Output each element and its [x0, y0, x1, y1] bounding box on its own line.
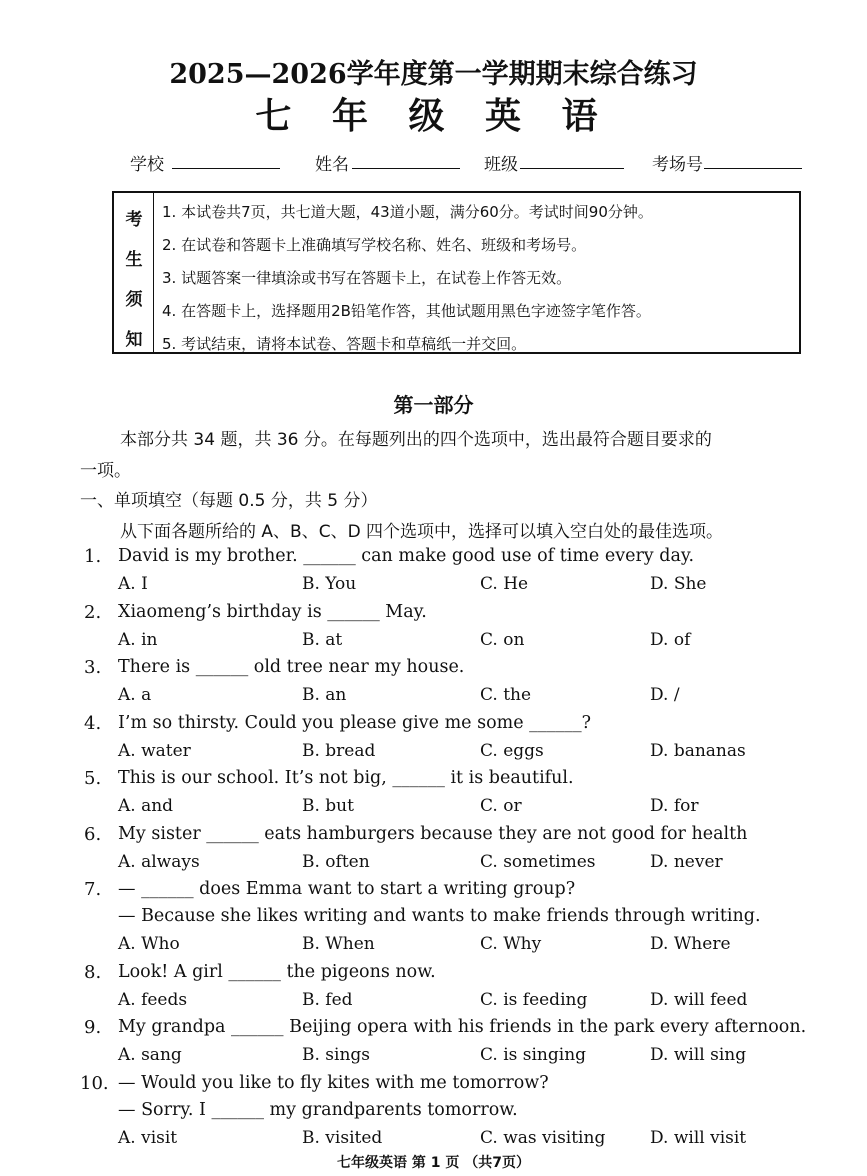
question-text: — ______ does Emma want to start a writing group?: [118, 879, 576, 899]
question-text: — Would you like to fly kites with me tomorrow?: [118, 1072, 549, 1093]
notice-box: [112, 191, 801, 354]
question-text: — Sorry. I ______ my grandparents tomorrow.: [118, 1099, 518, 1120]
option-a[interactable]: A. and: [118, 796, 174, 816]
side-char: 须: [125, 290, 143, 310]
school-label: 学校: [130, 155, 164, 175]
option-a[interactable]: A. in: [118, 629, 158, 650]
option-a[interactable]: A. water: [118, 740, 191, 761]
question-number: 7.: [84, 879, 102, 900]
notice-item: 5. 考试结束，请将本试卷、答题卡和草稿纸一并交回。: [162, 335, 527, 353]
name-label: 姓名: [315, 155, 349, 175]
option-b[interactable]: B. sings: [302, 1045, 371, 1065]
school-field[interactable]: [172, 168, 280, 169]
option-c[interactable]: C. He: [480, 574, 529, 594]
option-d[interactable]: D. Where: [650, 934, 731, 954]
exam-title: 2025—2026学年度第一学期期末综合练习: [169, 59, 698, 90]
option-d[interactable]: D. /: [650, 685, 680, 705]
option-b[interactable]: B. at: [302, 629, 343, 650]
option-a[interactable]: A. always: [118, 851, 200, 872]
option-d[interactable]: D. will feed: [650, 989, 748, 1010]
question-text: I’m so thirsty. Could you please give me some ______?: [118, 712, 592, 733]
option-c[interactable]: C. the: [480, 685, 532, 705]
exam-subject: 七 年 级 英 语: [255, 95, 612, 137]
question-text: My grandpa ______ Beijing opera with his friends in the park every afternoon.: [118, 1017, 807, 1037]
option-c[interactable]: C. is singing: [480, 1045, 587, 1065]
option-c[interactable]: C. sometimes: [480, 851, 596, 872]
option-a[interactable]: A. a: [118, 685, 152, 705]
side-char: 生: [125, 250, 143, 270]
part-title: 第一部分: [393, 393, 474, 417]
option-a[interactable]: A. visit: [118, 1127, 178, 1148]
option-a[interactable]: A. I: [118, 574, 148, 594]
option-d[interactable]: D. for: [650, 796, 699, 816]
option-b[interactable]: B. You: [302, 574, 357, 594]
exam-room-field[interactable]: [704, 168, 802, 169]
side-char: 知: [125, 330, 143, 350]
question-text: This is our school. It’s not big, ______ it is beautiful.: [118, 768, 574, 788]
option-c[interactable]: C. is feeding: [480, 989, 588, 1010]
question-number: 2.: [84, 601, 102, 623]
question-number: 5.: [84, 768, 102, 789]
notice-item: 2. 在试卷和答题卡上准确填写学校名称、姓名、班级和考场号。: [162, 236, 587, 254]
question-text: David is my brother. ______ can make good use of time every day.: [118, 546, 695, 566]
option-b[interactable]: B. often: [302, 851, 370, 872]
section-instruction: 从下面各题所给的 A、B、C、D 四个选项中，选择可以填入空白处的最佳选项。: [120, 522, 724, 542]
name-field[interactable]: [352, 168, 460, 169]
option-d[interactable]: D. bananas: [650, 740, 746, 761]
question-text: There is ______ old tree near my house.: [118, 657, 465, 677]
section-title: 一、单项填空（每题 0.5 分，共 5 分）: [80, 491, 378, 511]
option-b[interactable]: B. fed: [302, 989, 353, 1010]
question-number: 1.: [84, 546, 102, 567]
question-number: 3.: [84, 657, 102, 678]
class-label: 班级: [484, 155, 518, 175]
question-number: 8.: [84, 961, 102, 983]
option-c[interactable]: C. eggs: [480, 740, 544, 761]
option-b[interactable]: B. bread: [302, 740, 376, 761]
part-intro: 本部分共 34 题，共 36 分。在每题列出的四个选项中，选出最符合题目要求的: [120, 430, 712, 450]
option-b[interactable]: B. but: [302, 796, 354, 816]
question-number: 10.: [80, 1072, 109, 1094]
exam-room-label: 考场号: [652, 155, 703, 175]
question-number: 9.: [84, 1017, 102, 1038]
option-d[interactable]: D. never: [650, 851, 723, 872]
option-a[interactable]: A. feeds: [118, 989, 188, 1010]
notice-side-label: [114, 193, 154, 352]
notice-item: 3. 试题答案一律填涂或书写在答题卡上，在试卷上作答无效。: [162, 269, 572, 287]
option-c[interactable]: C. or: [480, 796, 522, 816]
part-intro-cont: 一项。: [80, 461, 131, 481]
option-c[interactable]: C. on: [480, 629, 525, 650]
option-d[interactable]: D. of: [650, 629, 691, 650]
option-d[interactable]: D. will sing: [650, 1045, 747, 1065]
question-text: Xiaomeng’s birthday is ______ May.: [118, 601, 427, 622]
option-b[interactable]: B. an: [302, 685, 347, 705]
option-b[interactable]: B. When: [302, 934, 375, 954]
option-d[interactable]: D. will visit: [650, 1127, 747, 1148]
notice-item: 1. 本试卷共7页，共七道大题，43道小题，满分60分。考试时间90分钟。: [162, 203, 653, 221]
option-c[interactable]: C. Why: [480, 934, 542, 954]
notice-item: 4. 在答题卡上，选择题用2B铅笔作答，其他试题用黑色字迹签字笔作答。: [162, 302, 651, 320]
side-char: 考: [125, 210, 143, 230]
question-text: My sister ______ eats hamburgers because they are not good for health: [118, 823, 748, 844]
class-field[interactable]: [520, 168, 624, 169]
question-number: 4.: [84, 712, 102, 734]
option-d[interactable]: D. She: [650, 574, 707, 594]
page-footer: 七年级英语 第 1 页 （共7页）: [337, 1155, 530, 1171]
question-text: — Because she likes writing and wants to make friends through writing.: [118, 906, 761, 926]
option-c[interactable]: C. was visiting: [480, 1127, 606, 1148]
question-text: Look! A girl ______ the pigeons now.: [118, 961, 436, 982]
option-a[interactable]: A. Who: [118, 934, 180, 954]
question-number: 6.: [84, 823, 102, 845]
option-a[interactable]: A. sang: [118, 1045, 182, 1065]
option-b[interactable]: B. visited: [302, 1127, 383, 1148]
